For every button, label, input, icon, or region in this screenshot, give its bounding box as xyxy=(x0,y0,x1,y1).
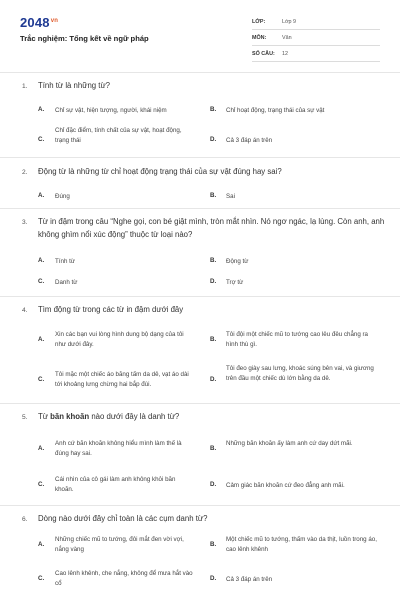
option-text: Anh cứ băn khoăn không hiểu mình làm thế là đúng hay sai. xyxy=(55,440,182,457)
option-text: Một chiếc mũ to tướng, thấm vào da thịt, luồn trong áo, cao lênh khênh xyxy=(226,536,377,553)
option-letter: B. xyxy=(210,192,217,199)
option-letter: C. xyxy=(38,575,45,582)
option-letter: C. xyxy=(38,136,45,143)
question-text: Động từ là những từ chỉ hoạt động trạng thái của sự vật đúng hay sai? xyxy=(38,167,282,176)
meta-value: Lớp 9 xyxy=(282,18,297,25)
option-letter: D. xyxy=(210,376,217,383)
option-letter: A. xyxy=(38,445,45,452)
divider xyxy=(0,403,400,404)
question-number: 6. xyxy=(22,516,28,523)
option-text: Cao lênh khênh, che nắng, không để mưa hắt vào cổ xyxy=(55,570,193,587)
option-letter: A. xyxy=(38,257,45,264)
meta-row-count xyxy=(252,46,380,62)
divider xyxy=(0,157,400,158)
option-letter: A. xyxy=(38,192,45,199)
logo-text: 2048 xyxy=(20,15,50,30)
option-text: Danh từ xyxy=(55,279,78,286)
option-text: Trợ từ xyxy=(226,279,244,286)
question-number: 2. xyxy=(22,169,28,176)
option-letter: D. xyxy=(210,278,217,285)
question-text-pre: Từ xyxy=(38,412,51,421)
meta-row-grade xyxy=(252,14,380,30)
option-letter: C. xyxy=(38,481,45,488)
option-text: Tôi mặc một chiếc áo băng tấm da dê, vạt áo dài tới khoảng lưng chừng hai bắp đùi. xyxy=(55,371,189,388)
question-text-post: nào dưới đây là danh từ? xyxy=(89,412,180,421)
option-text: Chỉ đặc điểm, tính chất của sự vật, hoạt động, trạng thái xyxy=(55,127,182,144)
question-text: Tìm động từ trong các từ in đậm dưới đây xyxy=(38,305,184,314)
question-number: 4. xyxy=(22,307,28,314)
question-text: Dòng nào dưới đây chỉ toàn là các cụm danh từ? xyxy=(38,514,208,523)
meta-label: MÔN: xyxy=(252,34,267,41)
option-text: Xin các bạn vui lòng hình dung bộ dạng của tôi như dưới đây. xyxy=(55,331,184,348)
option-text: Những chiếc mũ to tướng, đôi mắt đen vời vợi, nắng vàng xyxy=(55,536,184,553)
option-letter: B. xyxy=(210,445,217,452)
option-text: Chỉ hoạt động, trạng thái của sự vật xyxy=(226,107,325,114)
option-text: Chỉ sự vật, hiện tượng, người, khái niệm xyxy=(55,107,167,114)
meta-label: LỚP: xyxy=(252,18,266,25)
option-letter: B. xyxy=(210,541,217,548)
site-logo[interactable] xyxy=(20,15,58,30)
header xyxy=(0,0,400,68)
option-text: Động từ xyxy=(226,258,249,265)
meta-label: SỐ CÂU: xyxy=(252,50,275,57)
option-letter: A. xyxy=(38,336,45,343)
option-text: Tôi đội một chiếc mũ to tướng cao lêu đêu chẳng ra hình thù gì. xyxy=(226,331,368,348)
option-letter: A. xyxy=(38,106,45,113)
option-text: Những băn khoăn ấy làm anh cứ day dứt mãi. xyxy=(226,440,353,447)
question-text: Từ in đậm trong câu “Nghe gọi, con bé giật mình, tròn mắt nhìn. Nó ngơ ngác, lạ lùng. Còn anh, anh không ghìm nổi xúc động” thuộc từ loại nào? xyxy=(38,217,385,239)
question-text xyxy=(38,411,386,424)
option-letter: D. xyxy=(210,136,217,143)
option-letter: B. xyxy=(210,257,217,264)
divider xyxy=(0,72,400,73)
option-text: Tính từ xyxy=(55,258,75,265)
option-letter: C. xyxy=(38,376,45,383)
question-number: 5. xyxy=(22,414,28,421)
option-letter: D. xyxy=(210,575,217,582)
question-text: Tính từ là những từ? xyxy=(38,81,111,90)
divider xyxy=(0,505,400,506)
option-text: Đúng xyxy=(55,193,70,200)
option-letter: B. xyxy=(210,106,217,113)
question-text-bold: băn khoăn xyxy=(50,412,90,421)
meta-value: Văn xyxy=(282,34,292,41)
quiz-meta xyxy=(252,14,380,62)
option-text: Cả 3 đáp án trên xyxy=(226,576,273,583)
option-letter: A. xyxy=(38,541,45,548)
option-letter: D. xyxy=(210,481,217,488)
question-number: 3. xyxy=(22,219,28,226)
option-letter: B. xyxy=(210,336,217,343)
logo-suffix: vn xyxy=(50,17,59,24)
quiz-title: Trắc nghiệm: Tổng kết về ngữ pháp xyxy=(20,34,149,43)
divider xyxy=(0,208,400,209)
meta-row-subject xyxy=(252,30,380,46)
option-text: Cảm giác băn khoăn cứ đeo đẳng anh mãi. xyxy=(226,482,345,489)
meta-value: 12 xyxy=(282,50,288,57)
divider xyxy=(0,296,400,297)
option-text: Sai xyxy=(226,193,235,200)
question-number: 1. xyxy=(22,83,28,90)
option-text: Tôi đeo giày sau lưng, khoác súng bên vai, và giương trên đầu một chiếc dù lớn bằng da dê. xyxy=(226,365,374,382)
option-text: Cái nhìn của cô gái làm anh không khỏi băn khoăn. xyxy=(55,476,176,493)
option-text: Cả 3 đáp án trên xyxy=(226,137,273,144)
option-letter: C. xyxy=(38,278,45,285)
